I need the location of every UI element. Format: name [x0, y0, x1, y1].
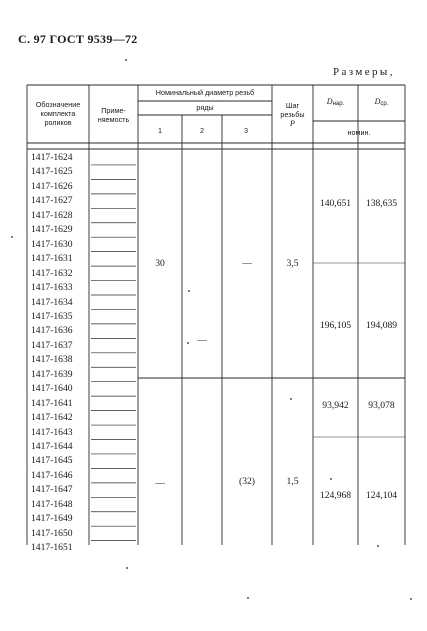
group-b-row1: — [155, 478, 165, 489]
header-pitch-symbol: P [290, 119, 295, 128]
header-row-3: 3 [244, 126, 248, 135]
group-b-dsr-2: 124,104 [365, 490, 398, 501]
scan-speck [247, 597, 249, 599]
group-a-dnar-2: 196,105 [319, 320, 352, 331]
designation-code: 1417-1651 [31, 542, 73, 554]
group-b-dnar-2: 124,968 [319, 490, 352, 501]
designation-code: 1417-1637 [31, 339, 73, 351]
designation-code: 1417-1626 [31, 180, 73, 192]
designation-code: 1417-1644 [31, 441, 73, 452]
header-rows: ряды [196, 103, 214, 112]
scan-speck [126, 567, 128, 569]
designation-code: 1417-1628 [31, 209, 73, 221]
header-row-2: 2 [200, 126, 204, 135]
group-a-row3: — [242, 258, 252, 269]
scan-speck [377, 545, 379, 547]
group-a-row1: 30 [155, 258, 165, 269]
designation-code: 1417-1641 [31, 397, 73, 409]
designation-code: 1417-1645 [31, 455, 73, 467]
group-b-dnar-1: 93,942 [322, 400, 349, 411]
scan-speck [290, 398, 292, 400]
designation-code: 1417-1629 [31, 224, 73, 236]
group-a-dsr-2: 194,089 [365, 320, 398, 331]
designation-code: 1417-1643 [31, 426, 73, 438]
designation-code: 1417-1639 [31, 368, 73, 380]
group-b-pitch: 1,5 [286, 476, 299, 487]
group-b-dsr-1: 93,078 [368, 400, 395, 411]
designation-code: 1417-1630 [31, 238, 73, 250]
group-b-row3: (32) [239, 476, 255, 487]
scan-speck [330, 478, 332, 480]
header-applicability: Приме- няемость [97, 106, 130, 124]
designation-code: 1417-1647 [31, 484, 73, 496]
designation-code: 1417-1625 [31, 166, 73, 178]
designation-code: 1417-1640 [31, 383, 73, 395]
scan-speck [11, 236, 13, 238]
header-d-sr: Dср. [374, 97, 389, 107]
designation-code: 1417-1634 [31, 296, 73, 308]
scan-speck [410, 598, 412, 600]
scan-speck [187, 342, 189, 344]
header-pitch: Шаг резьбы P [272, 101, 313, 128]
designation-code: 1417-1638 [31, 354, 73, 366]
page-header: С. 97 ГОСТ 9539—72 [18, 32, 138, 46]
group-a-pitch: 3,5 [286, 258, 299, 269]
header-designation: Обозначение комплекта роликов [35, 100, 81, 127]
designation-code: 1417-1646 [31, 469, 73, 481]
designation-code: 1417-1627 [31, 195, 73, 207]
designation-code: 1417-1635 [31, 310, 73, 322]
designation-code: 1417-1632 [31, 267, 73, 279]
header-nominal-diameter: Номинальный диаметр резьб [155, 88, 255, 97]
designation-code: 1417-1636 [31, 325, 73, 337]
designation-code: 1417-1649 [31, 513, 73, 525]
header-nomin: номин. [347, 128, 371, 137]
designation-code: 1417-1624 [31, 152, 73, 163]
header-d-nar: Dнар. [326, 97, 345, 107]
scan-speck [125, 59, 127, 61]
group-a-dnar-1: 140,651 [319, 198, 352, 209]
designation-code: 1417-1650 [31, 527, 73, 539]
dimensions-caption: Размеры, [333, 66, 395, 78]
designation-code: 1417-1648 [31, 498, 73, 510]
designation-code: 1417-1642 [31, 412, 73, 424]
designation-code: 1417-1631 [31, 253, 73, 265]
scan-speck [188, 290, 190, 292]
designation-code: 1417-1633 [31, 282, 73, 294]
group-a-row2: — [197, 335, 207, 346]
header-row-1: 1 [158, 126, 162, 135]
group-a-dsr-1: 138,635 [365, 198, 398, 209]
